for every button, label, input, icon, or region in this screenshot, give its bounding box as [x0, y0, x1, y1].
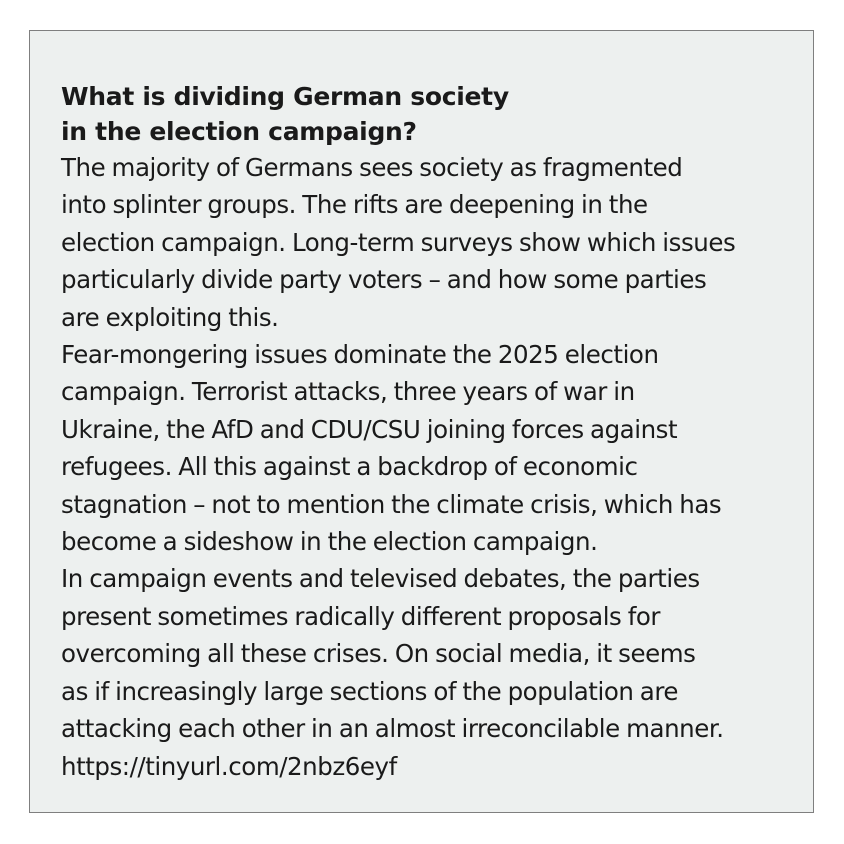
text-line: In campaign events and televised debates, the parties — [61, 564, 700, 594]
text-line: campaign. Terrorist attacks, three years of war in — [61, 377, 635, 407]
text-line: election campaign. Long-term surveys show which issues — [61, 227, 736, 257]
text-line: into splinter groups. The rifts are deepening in the — [61, 190, 648, 220]
paragraph-intro — [61, 149, 801, 336]
title-line: in the election campaign? — [61, 117, 417, 146]
text-line: refugees. All this against a backdrop of economic — [61, 452, 638, 482]
article-content — [61, 79, 801, 785]
text-line: stagnation – not to mention the climate crisis, which has — [61, 489, 722, 519]
text-line: attacking each other in an almost irreconcilable manner. — [61, 714, 724, 744]
source-link[interactable]: https://tinyurl.com/2nbz6eyf — [61, 751, 397, 781]
text-line: overcoming all these crises. On social media, it seems — [61, 639, 696, 669]
text-line: The majority of Germans sees society as fragmented — [61, 153, 683, 182]
article-card — [29, 30, 814, 813]
text-line: become a sideshow in the election campaign. — [61, 527, 598, 557]
paragraph-debates — [61, 560, 801, 747]
text-line: particularly divide party voters – and how some parties — [61, 265, 707, 295]
text-line: are exploiting this. — [61, 302, 279, 332]
title-line: What is dividing German society — [61, 82, 509, 111]
text-line: Fear-mongering issues dominate the 2025 election — [61, 340, 659, 370]
article-title — [61, 79, 801, 149]
paragraph-issues — [61, 336, 801, 560]
text-line: present sometimes radically different proposals for — [61, 601, 661, 631]
text-line: as if increasingly large sections of the population are — [61, 676, 679, 706]
text-line: Ukraine, the AfD and CDU/CSU joining forces against — [61, 414, 678, 444]
